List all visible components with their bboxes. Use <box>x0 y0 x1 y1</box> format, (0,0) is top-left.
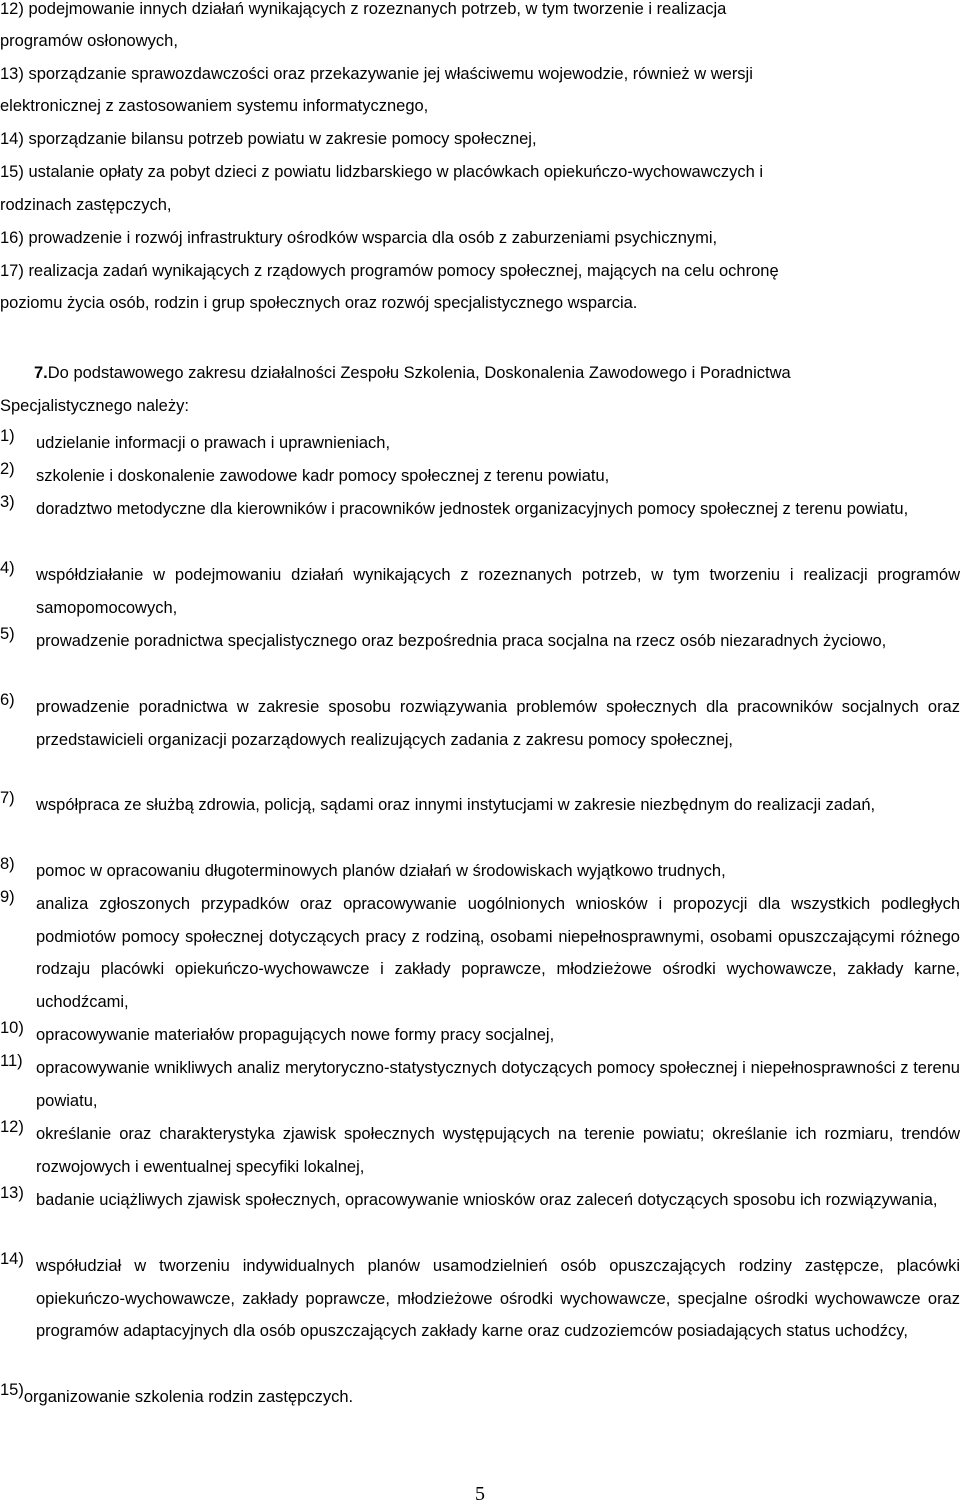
list-item <box>0 427 960 460</box>
list-item-top-15 <box>0 163 960 182</box>
item-text-cont: poziomu życia osób, rodzin i grup społecznych oraz rozwój specjalistycznego wsparcia. <box>0 294 638 312</box>
item-number: 3) <box>0 493 15 511</box>
item-text: ustalanie opłaty za pobyt dzieci z powiatu lidzbarskiego w placówkach opiekuńczo-wychowawczych i <box>28 163 764 181</box>
item-text: badanie uciążliwych zjawisk społecznych, opracowywanie wniosków oraz zaleceń dotyczących sposobu ich rozwiązywania, <box>36 1191 938 1209</box>
list-item-top-17 <box>0 262 960 281</box>
section-7-intro <box>34 364 960 383</box>
item-text: realizacja zadań wynikających z rządowych programów pomocy społecznej, mających na celu ochronę <box>28 262 779 280</box>
item-number: 7) <box>0 789 15 807</box>
list-item-top-12-cont <box>0 32 960 51</box>
item-text: prowadzenie poradnictwa specjalistycznego oraz bezpośrednia praca socjalna na rzecz osób niezaradnych życiowo, <box>36 632 887 650</box>
list-item <box>0 1052 960 1117</box>
list-item <box>0 888 960 1019</box>
item-text: opracowywanie wnikliwych analiz merytoryczno-statystycznych dotyczących pomocy społecznej i niepełnosprawności z terenu powiatu, <box>36 1059 960 1110</box>
item-text: określanie oraz charakterystyka zjawisk społecznych występujących na terenie powiatu; określanie ich rozmiaru, trendów rozwojowych i ewentualnej specyfiki lokalnej, <box>36 1125 960 1176</box>
list-item <box>0 1184 960 1217</box>
page-number: 5 <box>475 1483 485 1505</box>
item-text: prowadzenie poradnictwa w zakresie sposobu rozwiązywania problemów społecznych dla pracowników socjalnych oraz przedstawicieli organizacji pozarządowych realizujących zadania z zakresu pomocy społecznej, <box>36 698 960 749</box>
item-text: pomoc w opracowaniu długoterminowych planów działań w środowiskach wyjątkowo trudnych, <box>36 862 726 880</box>
item-number: 11) <box>0 1052 23 1070</box>
item-number: 15) <box>0 1381 24 1399</box>
item-text: współdziałanie w podejmowaniu działań wynikających z rozeznanych potrzeb, w tym tworzeniu i realizacji programów samopomocowych, <box>36 566 960 617</box>
item-number: 14) <box>0 130 29 148</box>
list-item-top-16 <box>0 229 960 248</box>
item-number: 17) <box>0 262 29 280</box>
item-number: 13) <box>0 65 29 83</box>
section-number: 7. <box>34 364 48 382</box>
list-item-top-12 <box>0 0 960 22</box>
item-number: 2) <box>0 460 15 478</box>
item-number: 10) <box>0 1019 24 1037</box>
item-text: analiza zgłoszonych przypadków oraz opracowywanie uogólnionych wniosków i propozycji dla wszystkich podległych podmiotów pomocy społecznej dotyczących pracy z rodziną, osobami niepełnosprawnymi, osobami opuszczającymi różnego rodzaju placówki opiekuńczo-wychowawcze i zakłady poprawcze, młodzieżowe ośrodki wychowawcze, zakłady karne, uchodźcami, <box>36 895 960 1012</box>
item-number: 15) <box>0 163 29 181</box>
list-item <box>0 789 960 822</box>
item-number: 16) <box>0 229 29 247</box>
list-item <box>0 855 960 888</box>
item-number: 6) <box>0 691 15 709</box>
item-text: doradztwo metodyczne dla kierowników i pracowników jednostek organizacyjnych pomocy społecznej z terenu powiatu, <box>36 500 909 518</box>
list-item <box>0 1118 960 1183</box>
item-text: podejmowanie innych działań wynikających z rozeznanych potrzeb, w tym tworzenie i realizacja <box>28 0 727 18</box>
list-item <box>0 460 960 493</box>
item-number: 4) <box>0 559 15 577</box>
list-item <box>0 1250 960 1348</box>
item-number: 12) <box>0 1118 24 1136</box>
list-item <box>0 1381 960 1414</box>
item-number: 12) <box>0 0 29 18</box>
item-text: opracowywanie materiałów propagujących nowe formy pracy socjalnej, <box>36 1026 555 1044</box>
item-text: sporządzanie sprawozdawczości oraz przekazywanie jej właściwemu wojewodzie, również w wersji <box>28 65 753 83</box>
list-item <box>0 493 960 526</box>
item-text: udzielanie informacji o prawach i uprawnieniach, <box>36 434 391 452</box>
item-text: współudział w tworzeniu indywidualnych planów usamodzielnień osób opuszczających rodziny zastępcze, placówki opiekuńczo-wychowawcze, zakłady poprawcze, młodzieżowe ośrodki wychowawcze, specjalne ośrodki wychowawcze oraz programów adaptacyjnych dla osób opuszczających zakłady karne oraz cudzoziemców posiadających status uchodźcy, <box>36 1257 960 1341</box>
item-text-cont: rodzinach zastępczych, <box>0 196 172 214</box>
list-item <box>0 691 960 756</box>
list-item <box>0 1019 960 1052</box>
item-number: 14) <box>0 1250 24 1268</box>
list-item-top-15-cont <box>0 196 960 215</box>
section-intro-text: Do podstawowego zakresu działalności Zespołu Szkolenia, Doskonalenia Zawodowego i Poradnictwa <box>47 364 791 382</box>
item-text: organizowanie szkolenia rodzin zastępczych. <box>23 1388 354 1406</box>
list-item-top-17-cont <box>0 294 960 313</box>
item-text-cont: programów osłonowych, <box>0 32 178 50</box>
list-item <box>0 559 960 624</box>
item-number: 1) <box>0 427 15 445</box>
item-number: 5) <box>0 625 15 643</box>
item-number: 13) <box>0 1184 24 1202</box>
section-intro-text-cont: Specjalistycznego należy: <box>0 397 189 415</box>
item-text: sporządzanie bilansu potrzeb powiatu w zakresie pomocy społecznej, <box>28 130 537 148</box>
list-item-top-14 <box>0 130 960 149</box>
section-7-intro-cont <box>0 397 960 416</box>
item-text-cont: elektronicznej z zastosowaniem systemu informatycznego, <box>0 97 429 115</box>
list-item <box>0 625 960 658</box>
item-number: 8) <box>0 855 15 873</box>
item-text: szkolenie i doskonalenie zawodowe kadr pomocy społecznej z terenu powiatu, <box>36 467 610 485</box>
item-text: współpraca ze służbą zdrowia, policją, sądami oraz innymi instytucjami w zakresie niezbędnym do realizacji zadań, <box>36 796 876 814</box>
list-item-top-13 <box>0 65 960 84</box>
item-number: 9) <box>0 888 15 906</box>
list-item-top-13-cont <box>0 97 960 116</box>
item-text: prowadzenie i rozwój infrastruktury ośrodków wsparcia dla osób z zaburzeniami psychicznymi, <box>28 229 718 247</box>
